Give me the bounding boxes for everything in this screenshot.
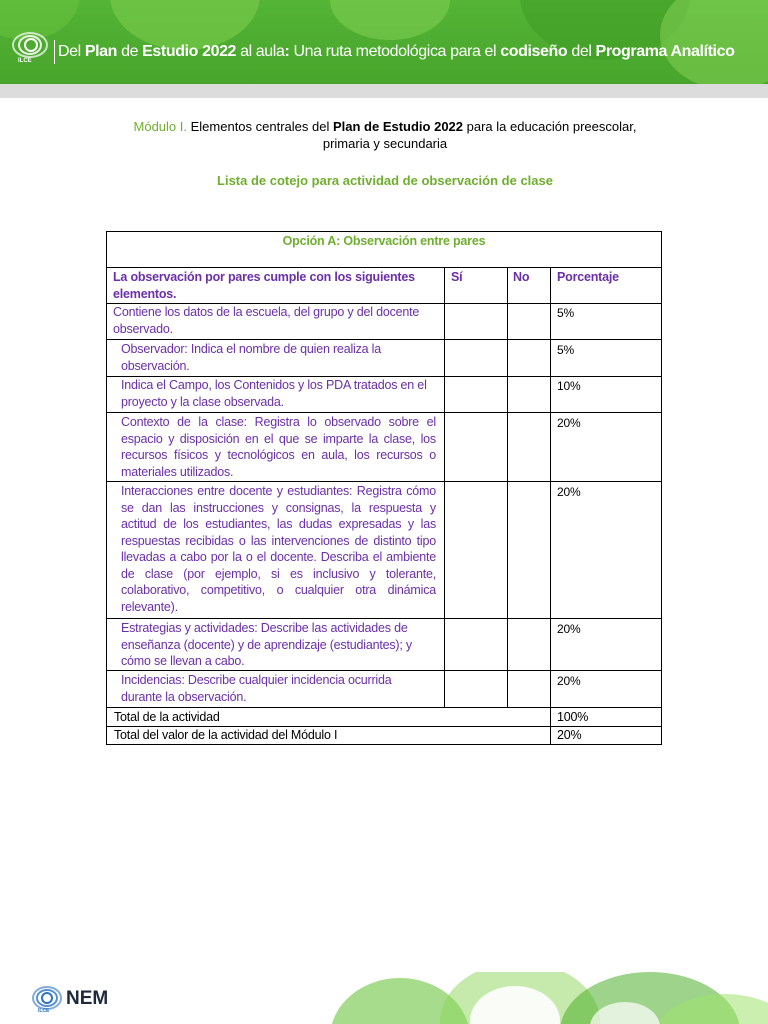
criteria-row-6-text: Estrategias y actividades: Describe las actividades de enseñanza (docente) y de aprendizaje (estudiantes); y cómo se llevan a cabo. — [121, 621, 412, 668]
criteria-row-6-yes-cell[interactable] — [451, 620, 501, 669]
total-activity-label: Total de la actividad — [114, 710, 220, 724]
criteria-row-5-percent: 20% — [557, 485, 581, 499]
criteria-row-4-percent: 20% — [557, 416, 581, 430]
title-divider — [54, 40, 55, 64]
criteria-row-4-text: Contexto de la clase: Registra lo observado sobre el espacio y disposición en el que se imparte la clase, los recursos físicos y tecnológicos en aula, los recursos o materiales utilizados. — [121, 415, 436, 479]
criteria-row-3-percent: 10% — [557, 379, 581, 393]
header-title-part: de — [117, 43, 143, 60]
criteria-row-1-text: Contiene los datos de la escuela, del grupo y del docente observado. — [113, 305, 420, 336]
ilce-footer-logo-icon — [32, 988, 60, 1008]
total-activity-value: 100% — [557, 710, 589, 724]
footer-logo-caption: ILCE — [38, 1008, 50, 1014]
nem-brand: NEM — [66, 988, 109, 1009]
criteria-row-5-text: Interacciones entre docente y estudiantes: Registra cómo se dan las instrucciones y consignas, la respuesta y actitud de los estudiantes, las dudas expresadas y las respuestas recibidas o las intervenciones de distinto tipo llevadas a cabo por la o el docente. Describa el ambiente de clase (por ejemplo, si es inclusivo y tolerante, colaborativo, competitivo, o cualquier otra dinámica relevante). — [121, 484, 436, 614]
criteria-row-7-yes-cell[interactable] — [451, 672, 501, 706]
header-title — [58, 43, 734, 61]
criteria-row-1-yes-cell[interactable] — [451, 304, 501, 338]
header-title-part: al aula — [236, 43, 285, 60]
ilce-logo-caption: ILCE — [18, 58, 32, 64]
criteria-row-7-no-cell[interactable] — [513, 672, 545, 706]
criteria-row-4-no-cell[interactable] — [513, 414, 545, 480]
header-percent: Porcentaje — [557, 270, 619, 284]
criteria-row-2-yes-cell[interactable] — [451, 341, 501, 375]
total-module-value: 20% — [557, 728, 582, 742]
criteria-row-6-percent: 20% — [557, 622, 581, 636]
module-bold-text: Plan de Estudio 2022 — [332, 119, 464, 134]
module-text-2: para la educación preescolar, — [463, 119, 637, 134]
criteria-row-7-text: Incidencias: Describe cualquier incidencia ocurrida durante la observación. — [121, 673, 392, 704]
criteria-row-6-no-cell[interactable] — [513, 620, 545, 669]
total-module-label: Total del valor de la actividad del Módulo I — [114, 728, 338, 742]
header-criteria: La observación por pares cumple con los siguientes elementos. — [113, 270, 415, 301]
header-title-part: Programa Analítico — [595, 43, 735, 60]
criteria-row-1-no-cell[interactable] — [513, 304, 545, 338]
header-title-part: Una ruta metodológica para el — [289, 43, 501, 60]
header-title-part: Plan — [84, 43, 118, 60]
criteria-row-4-yes-cell[interactable] — [451, 414, 501, 480]
criteria-row-3-no-cell[interactable] — [513, 377, 545, 411]
criteria-row-7-percent: 20% — [557, 674, 581, 688]
header-title-part: Del — [58, 43, 85, 60]
header-title-part: codiseño — [500, 43, 568, 60]
criteria-row-2-text: Observador: Indica el nombre de quien realiza la observación. — [121, 342, 381, 373]
header-title-part: Estudio 2022 — [142, 43, 237, 60]
criteria-row-2-percent: 5% — [557, 343, 574, 357]
checklist-subtitle: Lista de cotejo para actividad de observación de clase — [217, 173, 553, 188]
module-label: Módulo I. — [133, 119, 187, 134]
criteria-row-5-yes-cell[interactable] — [451, 483, 501, 617]
header-title-part: : — [284, 43, 290, 60]
module-line-2: primaria y secundaria — [322, 136, 448, 151]
criteria-row-1-percent: 5% — [557, 306, 574, 320]
header-underline — [0, 84, 768, 98]
criteria-row-2-no-cell[interactable] — [513, 341, 545, 375]
option-title: Opción A: Observación entre pares — [282, 234, 486, 248]
criteria-row-3-yes-cell[interactable] — [451, 377, 501, 411]
criteria-row-3-text: Indica el Campo, los Contenidos y los PDA tratados en el proyecto y la clase observada. — [121, 378, 427, 409]
footer-decoration — [0, 972, 768, 1024]
criteria-row-5-no-cell[interactable] — [513, 483, 545, 617]
module-heading — [100, 118, 670, 152]
module-text-1: Elementos centrales del — [187, 119, 333, 134]
header-yes: Sí — [451, 270, 463, 284]
header-no: No — [513, 270, 530, 284]
header-banner — [0, 0, 768, 84]
header-title-part: del — [567, 43, 596, 60]
